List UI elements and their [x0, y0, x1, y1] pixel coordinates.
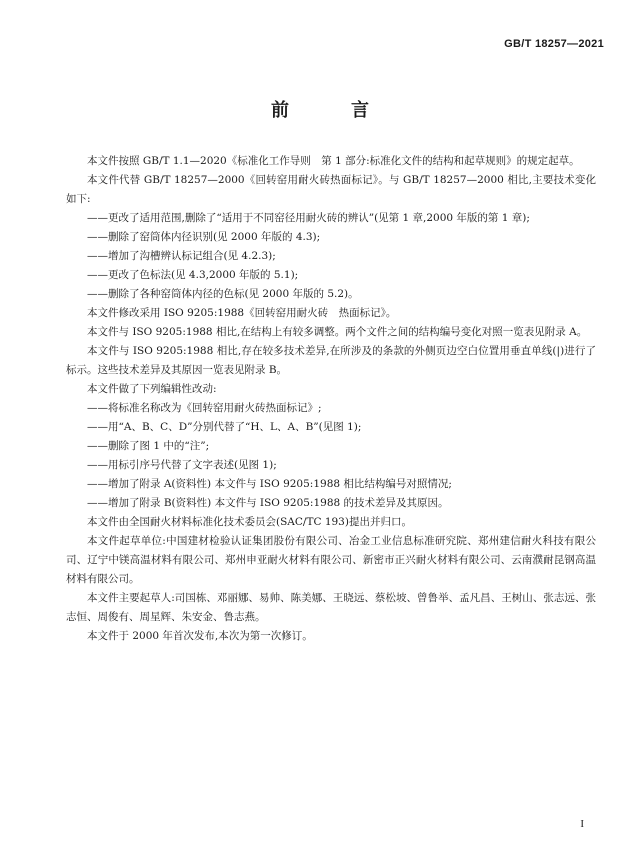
paragraph-structure-diff: 本文件与 ISO 9205:1988 相比,在结构上有较多调整。两个文件之间的结构编号变化对照一览表见附录 A。: [87, 326, 588, 338]
paragraph-drafting-rules: 本文件按照 GB/T 1.1—2020《标准化工作导则 第 1 部分:标准化文件的结构和起草规则》的规定起草。: [87, 155, 580, 167]
paragraph-technical-diff: 本文件与 ISO 9205:1988 相比,存在较多技术差异,在所涉及的条款的外侧页边空白位置用垂直单线(|)进行了标示。这些技术差异及其原因一览表见附录 B。: [66, 345, 596, 376]
change-item: ——删除了窑筒体内径识别(见 2000 年版的 4.3);: [87, 231, 321, 243]
editorial-item: ——用“A、B、C、D”分别代替了“H、L、A、B”(见图 1);: [87, 421, 362, 433]
editorial-item: ——增加了附录 A(资料性) 本文件与 ISO 9205:1988 相比结构编号对照情况;: [87, 478, 452, 490]
paragraph-replaces: 本文件代替 GB/T 18257—2000《回转窑用耐火砖热面标记》。与 GB/T 18257—2000 相比,主要技术变化如下:: [66, 174, 596, 205]
paragraph-iso-adoption: 本文件修改采用 ISO 9205:1988《回转窑用耐火砖 热面标记》。: [87, 307, 397, 319]
foreword-body: [66, 152, 596, 646]
page-title: 前 言: [271, 100, 391, 121]
page-number: I: [580, 818, 584, 830]
paragraph-committee: 本文件由全国耐火材料标准化技术委员会(SAC/TC 193)提出并归口。: [87, 516, 412, 528]
paragraph-drafters: 本文件主要起草人:司国栋、邓丽娜、易帅、陈美娜、王晓远、蔡松坡、曾鲁举、孟凡昌、王树山、张志远、张志恒、周俊有、周星辉、朱安金、鲁志燕。: [66, 592, 596, 623]
change-item: ——更改了适用范围,删除了“适用于不同窑径用耐火砖的辨认”(见第 1 章,2000 年版的第 1 章);: [87, 212, 530, 224]
editorial-item: ——将标准名称改为《回转窑用耐火砖热面标记》;: [87, 402, 322, 414]
editorial-item: ——删除了图 1 中的“注”;: [87, 440, 210, 452]
editorial-item: ——用标引序号代替了文字表述(见图 1);: [87, 459, 277, 471]
paragraph-drafting-units: 本文件起草单位:中国建材检验认证集团股份有限公司、冶金工业信息标准研究院、郑州建信耐火科技有限公司、辽宁中镁高温材料有限公司、郑州申亚耐火材料有限公司、新密市正兴耐火材料有限公司、云南濮耐昆钢高温材料有限公司。: [66, 535, 596, 585]
paragraph-editorial-intro: 本文件做了下列编辑性改动:: [87, 383, 217, 395]
change-item: ——增加了沟槽辨认标记组合(见 4.2.3);: [87, 250, 276, 262]
change-item: ——更改了色标法(见 4.3,2000 年版的 5.1);: [87, 269, 299, 281]
paragraph-history: 本文件于 2000 年首次发布,本次为第一次修订。: [87, 630, 313, 642]
change-item: ——删除了各种窑筒体内径的色标(见 2000 年版的 5.2)。: [87, 288, 359, 300]
standard-number: GB/T 18257—2021: [504, 38, 604, 50]
editorial-item: ——增加了附录 B(资料性) 本文件与 ISO 9205:1988 的技术差异及其原因。: [87, 497, 449, 509]
